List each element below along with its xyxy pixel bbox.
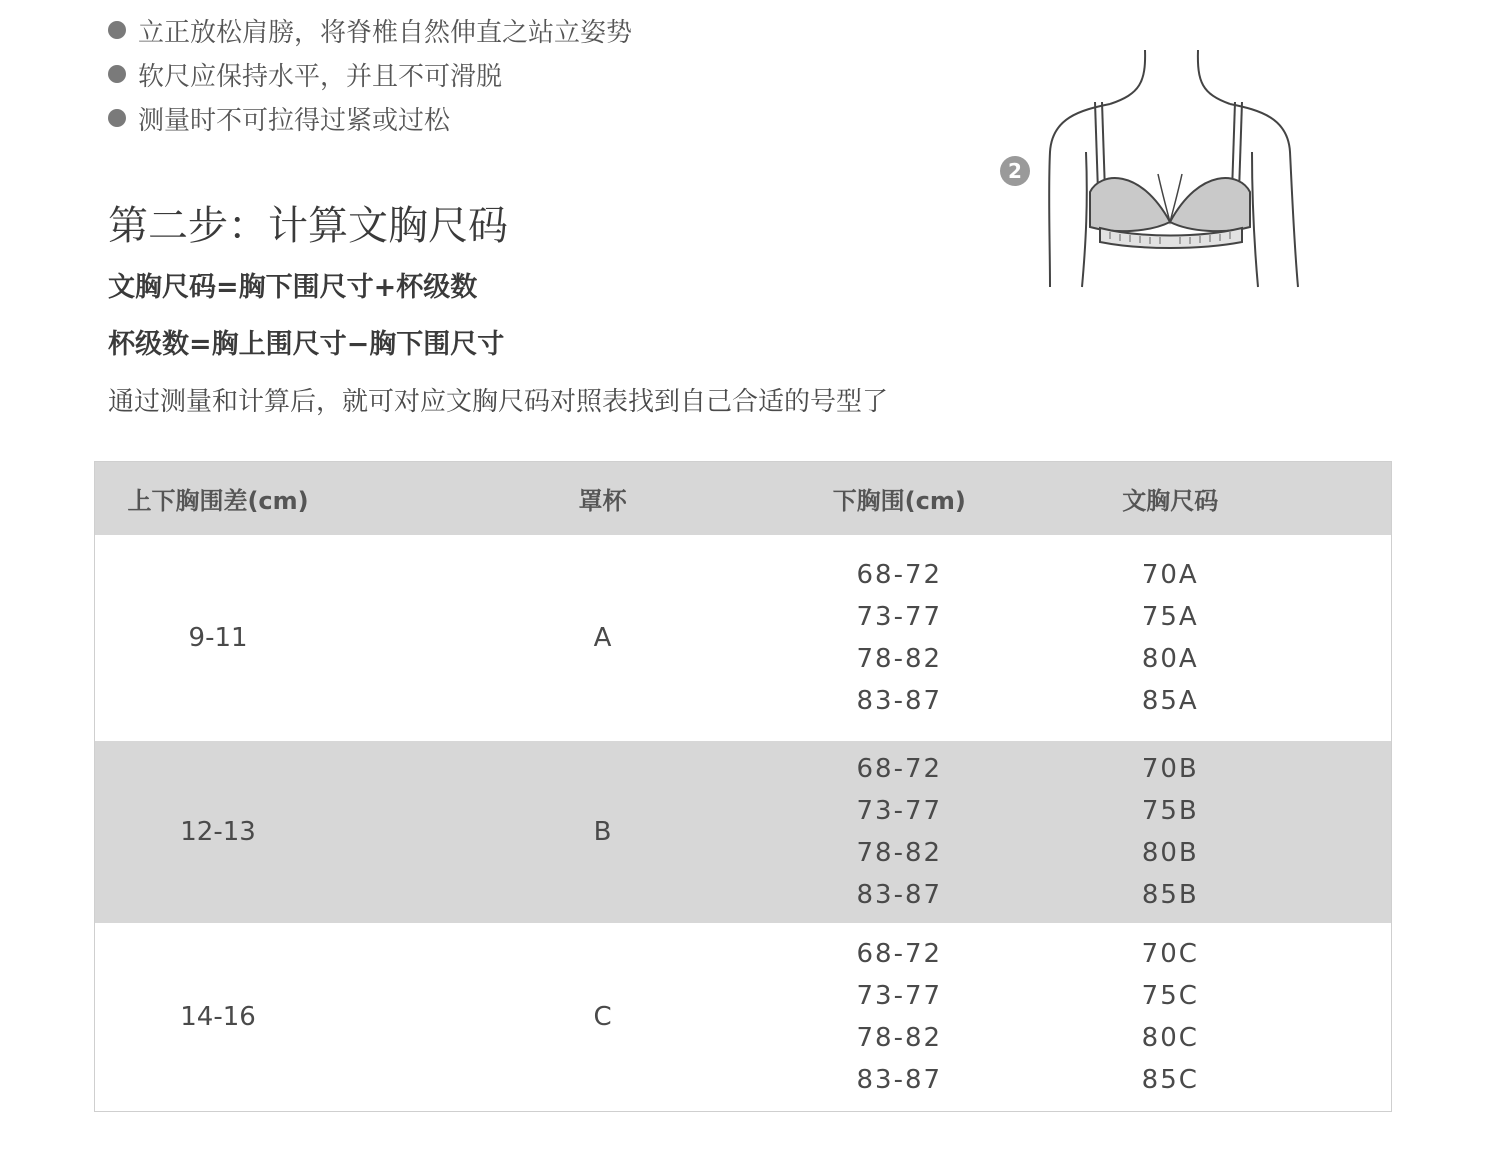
underbust-range: 83-87 bbox=[856, 1065, 943, 1095]
bra-size-cell bbox=[1045, 923, 1392, 1112]
instruction-text: 测量时不可拉得过紧或过松 bbox=[138, 105, 451, 136]
bra-size-value: 85C bbox=[1141, 1065, 1199, 1095]
cup-cell: C bbox=[593, 1002, 612, 1032]
underbust-range: 83-87 bbox=[856, 880, 943, 910]
header-bust-difference: 上下胸围差(cm) bbox=[95, 462, 442, 536]
bra-size-cell bbox=[1045, 741, 1392, 923]
bra-size-formula: 文胸尺码=胸下围尺寸+杯级数 bbox=[108, 272, 478, 303]
instruction-item bbox=[108, 96, 632, 140]
underbust-cell bbox=[784, 741, 1045, 923]
bra-size-value: 75A bbox=[1141, 602, 1199, 632]
bra-size-value: 75C bbox=[1141, 981, 1199, 1011]
bullet-icon bbox=[108, 109, 126, 127]
underbust-range: 78-82 bbox=[856, 1023, 943, 1053]
underbust-cell bbox=[784, 923, 1045, 1112]
cup-cell: B bbox=[441, 741, 784, 923]
instruction-text: 立正放松肩膀，将脊椎自然伸直之站立姿势 bbox=[138, 17, 633, 48]
bra-size-value: 70A bbox=[1141, 560, 1199, 590]
step-title: 第二步：计算文胸尺码 bbox=[108, 203, 508, 249]
table-row bbox=[95, 535, 1392, 741]
underbust-range: 73-77 bbox=[856, 602, 943, 632]
underbust-range: 83-87 bbox=[856, 686, 943, 716]
bullet-icon bbox=[108, 65, 126, 83]
measurement-instructions bbox=[108, 8, 632, 140]
bra-size-value: 85B bbox=[1141, 880, 1199, 910]
cup-cell: A bbox=[593, 623, 612, 653]
underbust-range: 73-77 bbox=[856, 981, 943, 1011]
bra-size-chart bbox=[94, 461, 1392, 1112]
header-cup: 罩杯 bbox=[441, 462, 784, 536]
bra-size-value: 75B bbox=[1141, 796, 1199, 826]
table-row bbox=[95, 923, 1392, 1112]
instruction-item bbox=[108, 52, 632, 96]
bra-size-cell bbox=[1045, 535, 1392, 741]
header-bra-size: 文胸尺码 bbox=[1045, 462, 1392, 536]
bullet-icon bbox=[108, 21, 126, 39]
underbust-range: 68-72 bbox=[856, 754, 943, 784]
bust-difference-cell: 12-13 bbox=[95, 741, 442, 923]
table-header-row bbox=[95, 462, 1392, 536]
instruction-text: 软尺应保持水平，并且不可滑脱 bbox=[138, 61, 503, 92]
underbust-range: 78-82 bbox=[856, 644, 943, 674]
bra-size-value: 80A bbox=[1141, 644, 1199, 674]
header-underbust: 下胸围(cm) bbox=[784, 462, 1045, 536]
underbust-range: 78-82 bbox=[856, 838, 943, 868]
bra-size-value: 70B bbox=[1141, 754, 1199, 784]
cup-level-formula: 杯级数=胸上围尺寸−胸下围尺寸 bbox=[108, 329, 505, 360]
bra-measurement-illustration bbox=[990, 42, 1310, 292]
underbust-range: 68-72 bbox=[856, 939, 943, 969]
step-number-badge: 2 bbox=[1000, 156, 1030, 186]
bra-size-value: 80B bbox=[1141, 838, 1199, 868]
bra-size-value: 85A bbox=[1141, 686, 1199, 716]
bra-size-value: 70C bbox=[1141, 939, 1199, 969]
underbust-range: 68-72 bbox=[856, 560, 943, 590]
bust-difference-cell: 9-11 bbox=[188, 623, 248, 653]
underbust-cell bbox=[784, 535, 1045, 741]
bust-difference-cell: 14-16 bbox=[180, 1002, 256, 1032]
bra-size-value: 80C bbox=[1141, 1023, 1199, 1053]
underbust-range: 73-77 bbox=[856, 796, 943, 826]
instruction-item bbox=[108, 8, 632, 52]
table-row bbox=[95, 741, 1392, 923]
size-chart-note: 通过测量和计算后，就可对应文胸尺码对照表找到自己合适的号型了 bbox=[108, 387, 889, 417]
